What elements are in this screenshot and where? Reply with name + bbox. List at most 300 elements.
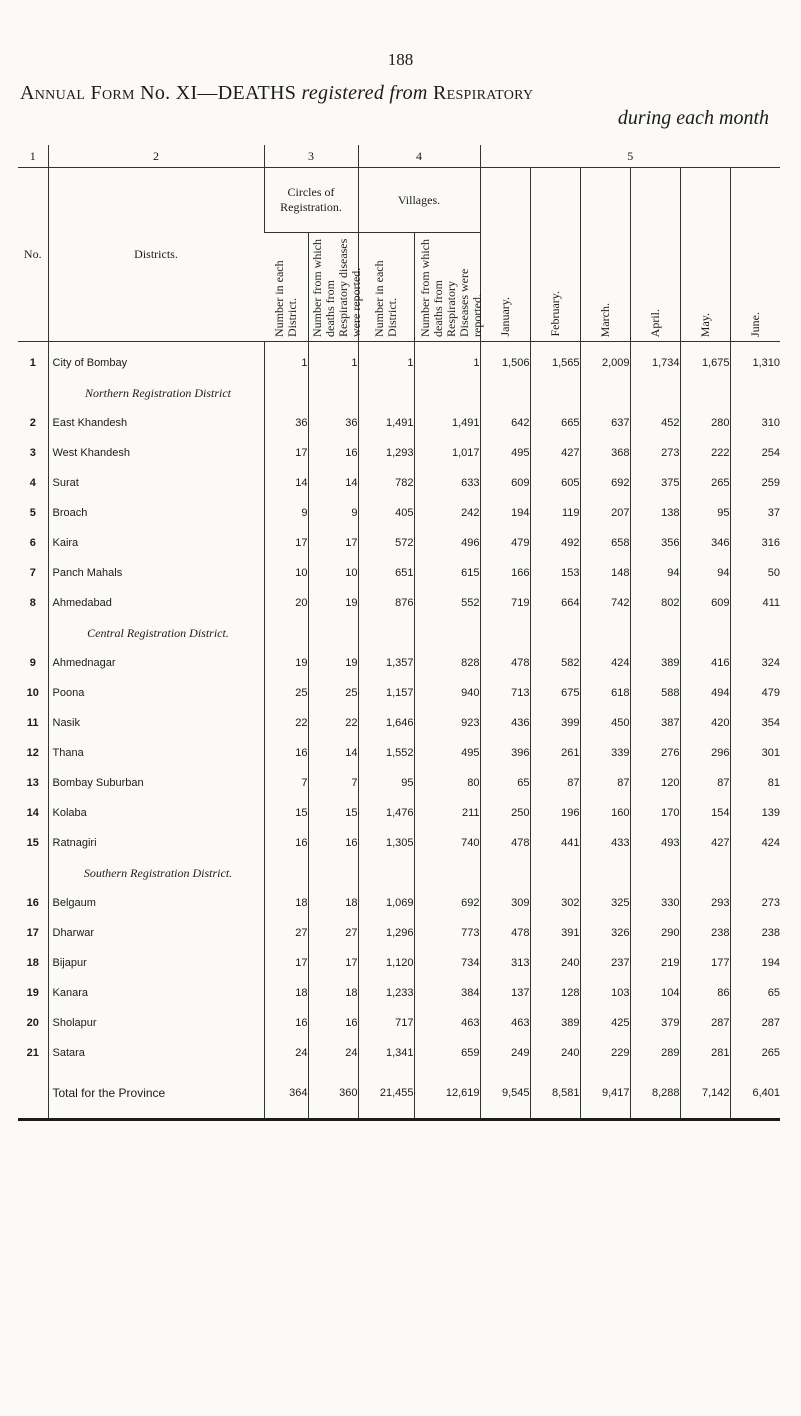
value-cell: 675	[530, 678, 580, 708]
value-cell: 27	[264, 918, 308, 948]
table-row	[18, 1038, 780, 1068]
circles-number-header: Number in each District.	[271, 260, 299, 337]
value-cell: 1,305	[358, 828, 414, 858]
table-row	[18, 528, 780, 558]
value-cell: 479	[730, 678, 780, 708]
empty-cell	[630, 858, 680, 888]
value-cell: 16	[308, 828, 358, 858]
value-cell: 148	[580, 558, 630, 588]
value-cell: 424	[730, 828, 780, 858]
table-row	[18, 468, 780, 498]
value-cell: 354	[730, 708, 780, 738]
value-cell: 16	[308, 1008, 358, 1038]
month-header-june: June.	[747, 312, 762, 337]
table-body	[18, 342, 780, 1120]
district-name: Bombay Suburban	[48, 768, 264, 798]
row-number: 3	[29, 447, 36, 459]
district-name: Poona	[48, 678, 264, 708]
district-name: Thana	[48, 738, 264, 768]
value-cell: 254	[730, 438, 780, 468]
value-cell: 1,506	[480, 342, 530, 379]
value-cell: 802	[630, 588, 680, 618]
value-cell: 240	[530, 1038, 580, 1068]
empty-cell	[680, 858, 730, 888]
column-number: 2	[48, 145, 264, 168]
value-cell: 242	[414, 498, 480, 528]
value-cell: 1	[358, 342, 414, 379]
table-row	[18, 678, 780, 708]
villages-reported-header: Number from which deaths from Respiratory Diseases were reported.	[418, 239, 484, 337]
value-cell: 154	[680, 798, 730, 828]
value-cell: 450	[580, 708, 630, 738]
value-cell: 1,233	[358, 978, 414, 1008]
value-cell: 339	[580, 738, 630, 768]
column-number-row	[18, 145, 780, 168]
value-cell: 494	[680, 678, 730, 708]
value-cell: 740	[414, 828, 480, 858]
value-cell: 137	[480, 978, 530, 1008]
value-cell: 396	[480, 738, 530, 768]
value-cell: 375	[630, 468, 680, 498]
value-cell: 651	[358, 558, 414, 588]
value-cell: 50	[730, 558, 780, 588]
value-cell: 1,491	[358, 408, 414, 438]
circles-reported-header: Number from which deaths from Respiratory diseases were reported.	[310, 238, 363, 337]
column-number: 4	[358, 145, 480, 168]
value-cell: 452	[630, 408, 680, 438]
value-cell: 6,401	[730, 1068, 780, 1120]
value-cell: 2,009	[580, 342, 630, 379]
value-cell: 16	[308, 438, 358, 468]
district-name: Satara	[48, 1038, 264, 1068]
month-header-march: March.	[597, 302, 612, 337]
row-number: 18	[26, 957, 39, 969]
value-cell: 166	[480, 558, 530, 588]
value-cell: 664	[530, 588, 580, 618]
empty-cell	[530, 618, 580, 648]
row-number: 8	[29, 597, 36, 609]
row-number: 13	[26, 777, 39, 789]
value-cell: 7	[308, 768, 358, 798]
month-header-may: May.	[697, 312, 712, 337]
value-cell: 276	[630, 738, 680, 768]
empty-cell	[480, 378, 530, 408]
table-row	[18, 738, 780, 768]
value-cell: 1	[308, 342, 358, 379]
value-cell: 27	[308, 918, 358, 948]
value-cell: 717	[358, 1008, 414, 1038]
empty-cell	[580, 618, 630, 648]
value-cell: 95	[680, 498, 730, 528]
district-name: Surat	[48, 468, 264, 498]
value-cell: 420	[680, 708, 730, 738]
row-number: 21	[26, 1047, 39, 1059]
value-cell: 22	[308, 708, 358, 738]
deaths-table	[18, 145, 780, 1121]
title-subject: Respiratory	[432, 82, 534, 104]
value-cell: 1,734	[630, 342, 680, 379]
value-cell: 94	[630, 558, 680, 588]
value-cell: 16	[264, 828, 308, 858]
value-cell: 441	[530, 828, 580, 858]
value-cell: 273	[630, 438, 680, 468]
value-cell: 177	[680, 948, 730, 978]
row-number	[18, 1068, 48, 1120]
title-prefix: Annual Form	[20, 82, 135, 104]
empty-cell	[680, 618, 730, 648]
value-cell: 104	[630, 978, 680, 1008]
table-row	[18, 768, 780, 798]
district-name: Kaira	[48, 528, 264, 558]
value-cell: 16	[264, 1008, 308, 1038]
value-cell: 1,120	[358, 948, 414, 978]
table-row	[18, 978, 780, 1008]
value-cell: 665	[530, 408, 580, 438]
district-name: Panch Mahals	[48, 558, 264, 588]
empty-cell	[530, 858, 580, 888]
value-cell: 478	[480, 648, 530, 678]
value-cell: 15	[264, 798, 308, 828]
value-cell: 17	[264, 438, 308, 468]
empty-cell	[358, 858, 414, 888]
value-cell: 427	[680, 828, 730, 858]
district-name: Dharwar	[48, 918, 264, 948]
row-number: 5	[29, 507, 36, 519]
no-cell	[18, 858, 48, 888]
value-cell: 416	[680, 648, 730, 678]
value-cell: 287	[680, 1008, 730, 1038]
value-cell: 281	[680, 1038, 730, 1068]
value-cell: 1,357	[358, 648, 414, 678]
form-title	[20, 82, 780, 105]
value-cell: 389	[630, 648, 680, 678]
value-cell: 249	[480, 1038, 530, 1068]
row-number: 16	[26, 897, 39, 909]
value-cell: 19	[308, 648, 358, 678]
value-cell: 1,293	[358, 438, 414, 468]
value-cell: 261	[530, 738, 580, 768]
row-number: 17	[26, 927, 39, 939]
value-cell: 384	[414, 978, 480, 1008]
table-row	[18, 588, 780, 618]
villages-number-header: Number in each District.	[372, 260, 399, 337]
value-cell: 9	[264, 498, 308, 528]
value-cell: 280	[680, 408, 730, 438]
value-cell: 346	[680, 528, 730, 558]
month-header-april: April.	[647, 308, 662, 337]
value-cell: 828	[414, 648, 480, 678]
value-cell: 16	[264, 738, 308, 768]
value-cell: 463	[414, 1008, 480, 1038]
value-cell: 238	[680, 918, 730, 948]
value-cell: 8,288	[630, 1068, 680, 1120]
empty-cell	[414, 858, 480, 888]
value-cell: 368	[580, 438, 630, 468]
value-cell: 313	[480, 948, 530, 978]
value-cell: 153	[530, 558, 580, 588]
value-cell: 19	[308, 588, 358, 618]
empty-cell	[308, 378, 358, 408]
table-row	[18, 888, 780, 918]
empty-cell	[308, 618, 358, 648]
value-cell: 86	[680, 978, 730, 1008]
value-cell: 219	[630, 948, 680, 978]
value-cell: 139	[730, 798, 780, 828]
value-cell: 496	[414, 528, 480, 558]
value-cell: 552	[414, 588, 480, 618]
value-cell: 24	[308, 1038, 358, 1068]
district-name: Nasik	[48, 708, 264, 738]
value-cell: 17	[264, 948, 308, 978]
value-cell: 160	[580, 798, 630, 828]
table-row	[18, 408, 780, 438]
table-row	[18, 342, 780, 379]
value-cell: 309	[480, 888, 530, 918]
value-cell: 170	[630, 798, 680, 828]
value-cell: 713	[480, 678, 530, 708]
value-cell: 495	[414, 738, 480, 768]
value-cell: 14	[308, 468, 358, 498]
district-name: Total for the Province	[48, 1068, 264, 1120]
value-cell: 609	[480, 468, 530, 498]
value-cell: 15	[308, 798, 358, 828]
value-cell: 356	[630, 528, 680, 558]
value-cell: 1,017	[414, 438, 480, 468]
value-cell: 433	[580, 828, 630, 858]
total-row	[18, 1068, 780, 1120]
empty-cell	[580, 858, 630, 888]
row-number: 15	[26, 837, 39, 849]
empty-cell	[480, 858, 530, 888]
value-cell: 138	[630, 498, 680, 528]
value-cell: 24	[264, 1038, 308, 1068]
district-name: Ratnagiri	[48, 828, 264, 858]
empty-cell	[264, 618, 308, 648]
value-cell: 65	[480, 768, 530, 798]
empty-cell	[264, 858, 308, 888]
district-name: West Khandesh	[48, 438, 264, 468]
row-number: 11	[26, 717, 39, 729]
empty-cell	[730, 618, 780, 648]
empty-cell	[530, 378, 580, 408]
value-cell: 316	[730, 528, 780, 558]
value-cell: 1,646	[358, 708, 414, 738]
section-row	[18, 858, 780, 888]
district-name: Kanara	[48, 978, 264, 1008]
value-cell: 923	[414, 708, 480, 738]
row-number: 12	[26, 747, 39, 759]
value-cell: 289	[630, 1038, 680, 1068]
district-name: Broach	[48, 498, 264, 528]
value-cell: 326	[580, 918, 630, 948]
district-name: Kolaba	[48, 798, 264, 828]
value-cell: 492	[530, 528, 580, 558]
value-cell: 36	[264, 408, 308, 438]
column-number: 3	[264, 145, 358, 168]
value-cell: 609	[680, 588, 730, 618]
value-cell: 290	[630, 918, 680, 948]
villages-header: Villages.	[358, 168, 480, 233]
row-number: 4	[29, 477, 36, 489]
value-cell: 1,341	[358, 1038, 414, 1068]
title-registered: registered from	[301, 82, 428, 104]
value-cell: 36	[308, 408, 358, 438]
value-cell: 194	[480, 498, 530, 528]
value-cell: 615	[414, 558, 480, 588]
value-cell: 618	[580, 678, 630, 708]
district-name: Belgaum	[48, 888, 264, 918]
no-cell	[18, 618, 48, 648]
value-cell: 436	[480, 708, 530, 738]
value-cell: 229	[580, 1038, 630, 1068]
value-cell: 1,565	[530, 342, 580, 379]
row-number: 19	[26, 987, 39, 999]
empty-cell	[580, 378, 630, 408]
value-cell: 81	[730, 768, 780, 798]
value-cell: 495	[480, 438, 530, 468]
row-number: 9	[29, 657, 36, 669]
value-cell: 293	[680, 888, 730, 918]
value-cell: 478	[480, 828, 530, 858]
value-cell: 9,417	[580, 1068, 630, 1120]
district-name: East Khandesh	[48, 408, 264, 438]
value-cell: 360	[308, 1068, 358, 1120]
table-row	[18, 438, 780, 468]
month-header-february: February.	[547, 291, 562, 337]
table-row	[18, 948, 780, 978]
section-label: Central Registration District.	[48, 618, 264, 648]
value-cell: 18	[264, 888, 308, 918]
value-cell: 10	[264, 558, 308, 588]
value-cell: 95	[358, 768, 414, 798]
value-cell: 80	[414, 768, 480, 798]
value-cell: 427	[530, 438, 580, 468]
table-row	[18, 798, 780, 828]
value-cell: 719	[480, 588, 530, 618]
empty-cell	[680, 378, 730, 408]
value-cell: 94	[680, 558, 730, 588]
table-row	[18, 708, 780, 738]
value-cell: 399	[530, 708, 580, 738]
value-cell: 692	[414, 888, 480, 918]
empty-cell	[480, 618, 530, 648]
section-row	[18, 618, 780, 648]
empty-cell	[264, 378, 308, 408]
section-label: Southern Registration District.	[48, 858, 264, 888]
row-number: 7	[29, 567, 36, 579]
value-cell: 14	[264, 468, 308, 498]
value-cell: 211	[414, 798, 480, 828]
value-cell: 238	[730, 918, 780, 948]
circles-header: Circles of Registration.	[264, 168, 358, 233]
value-cell: 391	[530, 918, 580, 948]
row-number: 2	[29, 417, 36, 429]
value-cell: 9	[308, 498, 358, 528]
empty-cell	[414, 378, 480, 408]
value-cell: 411	[730, 588, 780, 618]
value-cell: 237	[580, 948, 630, 978]
empty-cell	[630, 618, 680, 648]
value-cell: 25	[308, 678, 358, 708]
value-cell: 7	[264, 768, 308, 798]
value-cell: 65	[730, 978, 780, 1008]
empty-cell	[358, 618, 414, 648]
value-cell: 1,157	[358, 678, 414, 708]
value-cell: 642	[480, 408, 530, 438]
month-header-january: January.	[497, 297, 512, 337]
value-cell: 296	[680, 738, 730, 768]
value-cell: 605	[530, 468, 580, 498]
value-cell: 250	[480, 798, 530, 828]
value-cell: 22	[264, 708, 308, 738]
value-cell: 18	[308, 978, 358, 1008]
value-cell: 87	[680, 768, 730, 798]
value-cell: 37	[730, 498, 780, 528]
value-cell: 240	[530, 948, 580, 978]
page-number: 188	[387, 50, 414, 69]
value-cell: 18	[264, 978, 308, 1008]
value-cell: 120	[630, 768, 680, 798]
value-cell: 1,552	[358, 738, 414, 768]
section-label: Northern Registration District	[48, 378, 264, 408]
value-cell: 582	[530, 648, 580, 678]
value-cell: 19	[264, 648, 308, 678]
value-cell: 782	[358, 468, 414, 498]
empty-cell	[414, 618, 480, 648]
value-cell: 259	[730, 468, 780, 498]
value-cell: 287	[730, 1008, 780, 1038]
value-cell: 387	[630, 708, 680, 738]
value-cell: 103	[580, 978, 630, 1008]
value-cell: 325	[580, 888, 630, 918]
value-cell: 633	[414, 468, 480, 498]
table-row	[18, 1008, 780, 1038]
value-cell: 734	[414, 948, 480, 978]
value-cell: 302	[530, 888, 580, 918]
value-cell: 379	[630, 1008, 680, 1038]
form-title-line2: during each month	[617, 107, 769, 129]
value-cell: 572	[358, 528, 414, 558]
value-cell: 265	[730, 1038, 780, 1068]
value-cell: 692	[580, 468, 630, 498]
value-cell: 17	[308, 948, 358, 978]
empty-cell	[730, 378, 780, 408]
value-cell: 940	[414, 678, 480, 708]
value-cell: 10	[308, 558, 358, 588]
empty-cell	[730, 858, 780, 888]
value-cell: 876	[358, 588, 414, 618]
empty-cell	[358, 378, 414, 408]
value-cell: 1	[264, 342, 308, 379]
value-cell: 424	[580, 648, 630, 678]
value-cell: 265	[680, 468, 730, 498]
value-cell: 9,545	[480, 1068, 530, 1120]
column-number: 1	[18, 145, 48, 168]
empty-cell	[308, 858, 358, 888]
districts-header: Districts.	[48, 168, 264, 342]
value-cell: 659	[414, 1038, 480, 1068]
value-cell: 87	[580, 768, 630, 798]
value-cell: 222	[680, 438, 730, 468]
table-row	[18, 918, 780, 948]
value-cell: 87	[530, 768, 580, 798]
value-cell: 773	[414, 918, 480, 948]
value-cell: 273	[730, 888, 780, 918]
value-cell: 742	[580, 588, 630, 618]
value-cell: 18	[308, 888, 358, 918]
no-header: No.	[18, 168, 48, 342]
value-cell: 588	[630, 678, 680, 708]
